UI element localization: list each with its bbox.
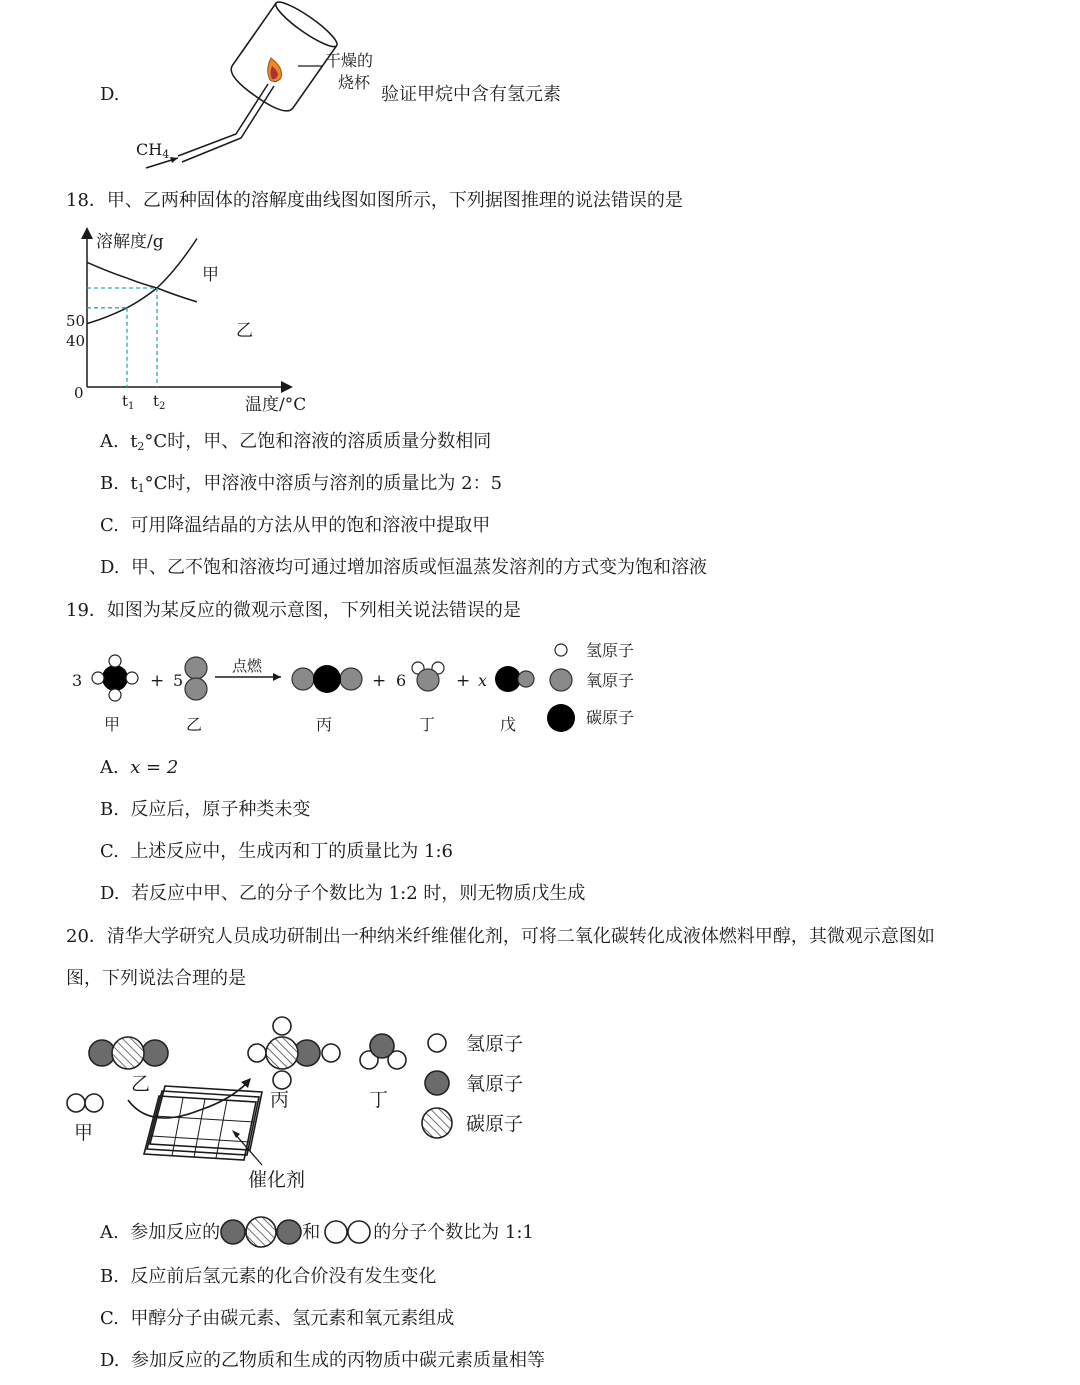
y-tick-0: 0 <box>74 384 84 402</box>
name-jia: 甲 <box>104 715 121 734</box>
q20-stem-line1: 20．清华大学研究人员成功研制出一种纳米纤维催化剂，可将二氧化碳转化成液体燃料甲醇，其微观示意图如 <box>66 926 935 947</box>
legend-c: 碳原子 <box>586 708 635 727</box>
q19-option-d: D. 若反应中甲、乙的分子个数比为 1:2 时，则无物质戊生成 <box>100 883 586 904</box>
q19-stem: 19．如图为某反应的微观示意图，下列相关说法错误的是 <box>66 600 521 621</box>
h2-inline-icon <box>323 1218 373 1246</box>
q19-option-a: A. x = 2 <box>100 757 179 778</box>
molecule-bing-ch3oh <box>248 1017 340 1089</box>
molecule-wu <box>495 666 534 692</box>
q17-option-d-label: D. <box>100 84 120 105</box>
molecule-ding-h2o <box>360 1034 406 1069</box>
q20-option-c: C. 甲醇分子由碳元素、氢元素和氧元素组成 <box>100 1308 455 1329</box>
q20-option-d: D. 参加反应的乙物质和生成的丙物质中碳元素质量相等 <box>100 1350 545 1371</box>
name-yi: 乙 <box>186 715 203 734</box>
catalyst-label: 催化剂 <box>248 1169 306 1191</box>
legend-c-20: 碳原子 <box>466 1113 524 1135</box>
q18-option-c: C. 可用降温结晶的方法从甲的饱和溶液中提取甲 <box>100 515 491 536</box>
legend-o: 氧原子 <box>586 671 635 690</box>
name-wu: 戊 <box>500 715 517 734</box>
x-axis-label: 温度/°C <box>245 395 307 415</box>
y-axis-label: 溶解度/g <box>96 232 164 252</box>
legend-h-20: 氢原子 <box>466 1033 524 1055</box>
molecule-ding <box>412 662 444 691</box>
q18-stem: 18．甲、乙两种固体的溶解度曲线图如图所示，下列据图推理的说法错误的是 <box>66 190 683 211</box>
name-ding-20: 丁 <box>369 1089 389 1111</box>
x-tick-t2: $t_2$ <box>153 392 166 412</box>
plus-3: + <box>456 671 471 691</box>
name-ding: 丁 <box>419 715 436 734</box>
plus-2: + <box>372 671 387 691</box>
q18-option-a: A. $t_2^\circ C$时，甲、乙饱和溶液的溶质质量分数相同 <box>100 431 492 453</box>
name-bing-20: 丙 <box>270 1089 290 1111</box>
q19-option-b: B. 反应后，原子种类未变 <box>100 799 311 820</box>
coef-wu: x <box>478 671 488 690</box>
molecule-jia <box>92 655 138 701</box>
beaker-label-line1: 干燥的 <box>325 51 374 70</box>
q18-option-b: B. $t_1^\circ C$时，甲溶液中溶质与溶剂的质量比为 2：5 <box>100 473 503 495</box>
y-tick-50: 50 <box>66 312 86 330</box>
series-label-yi: 乙 <box>236 321 253 341</box>
plus-1: + <box>150 671 165 691</box>
curve-yi <box>87 262 197 302</box>
q20-catalyst-diagram <box>0 1010 620 1200</box>
q19-option-c: C. 上述反应中，生成丙和丁的质量比为 1:6 <box>100 841 454 862</box>
legend-o-20: 氧原子 <box>466 1073 524 1095</box>
molecule-jia-h2 <box>67 1094 103 1112</box>
gas-label: $CH_4$ <box>136 140 170 161</box>
q19-reaction-diagram <box>0 630 700 740</box>
molecule-bing <box>292 665 362 693</box>
x-tick-t1: $t_1$ <box>122 392 135 412</box>
molecule-yi-co2 <box>89 1037 168 1069</box>
y-tick-40: 40 <box>66 332 86 350</box>
molecule-yi <box>185 657 207 700</box>
catalyst-sheets <box>144 1086 262 1160</box>
legend-h: 氢原子 <box>586 641 635 660</box>
name-yi-20: 乙 <box>131 1073 151 1095</box>
coef-ding: 6 <box>396 671 407 690</box>
coef-jia: 3 <box>72 671 83 690</box>
name-jia-20: 甲 <box>74 1122 94 1144</box>
q18-option-d: D. 甲、乙不饱和溶液均可通过增加溶质或恒温蒸发溶剂的方式变为饱和溶液 <box>100 557 707 578</box>
beaker-label-line2: 烧杯 <box>338 73 371 92</box>
q20-option-b: B. 反应前后氢元素的化合价没有发生变化 <box>100 1266 437 1287</box>
q20-option-a: A. 参加反应的 和 的分子个数比为 1:1 <box>100 1218 534 1246</box>
series-label-jia: 甲 <box>202 265 219 285</box>
arrow-label: 点燃 <box>232 657 263 675</box>
name-bing: 丙 <box>316 715 333 734</box>
solubility-chart <box>50 220 340 420</box>
co2-inline-icon <box>220 1218 302 1246</box>
coef-yi: 5 <box>173 671 184 690</box>
q20-stem-line2: 图，下列说法合理的是 <box>66 968 246 989</box>
q17-option-d-text: 验证甲烷中含有氢元素 <box>381 84 561 105</box>
